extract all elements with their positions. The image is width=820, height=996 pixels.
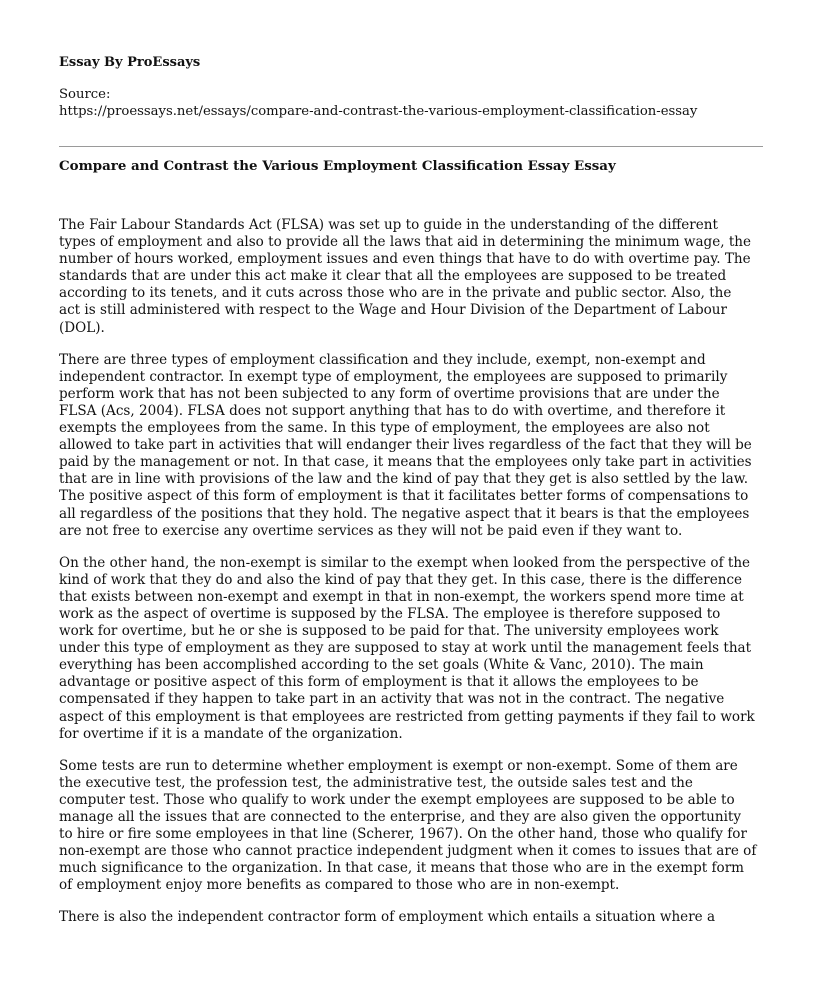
paragraph-line: There is also the independent contractor form of employment which entails a situation where a (59, 909, 716, 926)
paragraph-line: (DOL). (59, 319, 105, 336)
paragraph-line: that are in line with provisions of the law and the kind of pay that they get is also settled by the law. (59, 471, 749, 488)
paragraph-line: work for overtime, but he or she is supposed to be paid for that. The university employees work (59, 623, 719, 640)
paragraph-line: number of hours worked, employment issues and even things that have to do with overtime pay. The (59, 251, 751, 268)
paragraph-line: Some tests are run to determine whether employment is exempt or non-exempt. Some of them are (59, 757, 738, 774)
source-url: https://proessays.net/essays/compare-and-contrast-the-various-employment-classification-essay (59, 104, 698, 119)
essay-body (59, 217, 765, 942)
paragraph-line: standards that are under this act make it clear that all the employees are supposed to be treated (59, 268, 727, 285)
essay-paragraph (59, 909, 765, 926)
paragraph-line: paid by the management or not. In that case, it means that the employees only take part in activities (59, 454, 752, 471)
paragraph-line: everything has been accomplished according to the set goals (White & Vanc, 2010). The main (59, 657, 704, 674)
paragraph-line: of employment enjoy more benefits as compared to those who are in non-exempt. (59, 877, 620, 894)
paragraph-line: under this type of employment as they are supposed to stay at work until the management feels that (59, 640, 752, 657)
essay-author-heading: Essay By ProEssays (59, 55, 201, 70)
paragraph-line: The Fair Labour Standards Act (FLSA) was set up to guide in the understanding of the different (59, 217, 718, 233)
paragraph-line: much significance to the organization. In that case, it means that those who are in the exempt form (59, 860, 745, 877)
paragraph-line: to hire or fire some employees in that line (Scherer, 1967). On the other hand, those who qualify for (59, 826, 747, 843)
paragraph-line: manage all the issues that are connected to the enterprise, and they are also given the opportunity (59, 809, 742, 825)
paragraph-line: according to its tenets, and it cuts across those who are in the private and public sector. Also, the (59, 285, 732, 302)
paragraph-line: the executive test, the profession test, the administrative test, the outside sales test and the (59, 774, 693, 791)
paragraph-line: types of employment and also to provide all the laws that aid in determining the minimum wage, the (59, 234, 752, 251)
paragraph-line: advantage or positive aspect of this form of employment is that it allows the employees to be (59, 674, 699, 691)
essay-paragraph (59, 352, 765, 540)
paragraph-line: compensated if they happen to take part in an activity that was not in the contract. The negative (59, 691, 725, 708)
horizontal-divider (59, 146, 763, 147)
paragraph-line: for overtime if it is a mandate of the organization. (59, 725, 403, 742)
paragraph-line: act is still administered with respect to the Wage and Hour Division of the Department of Labour (59, 302, 727, 319)
paragraph-line: non-exempt are those who cannot practice independent judgment when it comes to issues that are of (59, 843, 757, 860)
source-label: Source: (59, 87, 111, 102)
essay-paragraph (59, 217, 765, 337)
paragraph-line: On the other hand, the non-exempt is similar to the exempt when looked from the perspective of the (59, 554, 751, 571)
paragraph-line: There are three types of employment classification and they include, exempt, non-exempt and (59, 351, 706, 368)
essay-title: Compare and Contrast the Various Employment Classification Essay Essay (59, 158, 616, 174)
essay-paragraph (59, 758, 765, 895)
paragraph-line: FLSA (Acs, 2004). FLSA does not support anything that has to do with overtime, and therefore it (59, 402, 726, 419)
paragraph-line: exempts the employees from the same. In this type of employment, the employees are also not (59, 420, 710, 437)
paragraph-line: The positive aspect of this form of employment is that it facilitates better forms of compensations to (59, 488, 749, 505)
paragraph-line: that exists between non-exempt and exempt in that in non-exempt, the workers spend more time at (59, 588, 744, 605)
paragraph-line: are not free to exercise any overtime services as they will not be paid even if they want to. (59, 522, 683, 539)
paragraph-line: all regardless of the positions that they hold. The negative aspect that it bears is that the employees (59, 505, 750, 522)
paragraph-line: work as the aspect of overtime is supposed by the FLSA. The employee is therefore supposed to (59, 605, 721, 622)
paragraph-line: independent contractor. In exempt type of employment, the employees are supposed to primarily (59, 368, 728, 385)
paragraph-line: aspect of this employment is that employees are restricted from getting payments if they fail to work (59, 708, 755, 725)
paragraph-line: kind of work that they do and also the kind of pay that they get. In this case, there is the difference (59, 571, 743, 588)
paragraph-line: perform work that has not been subjected to any form of overtime provisions that are under the (59, 385, 720, 402)
essay-paragraph (59, 555, 765, 743)
paragraph-line: allowed to take part in activities that will endanger their lives regardless of the fact that they will be (59, 437, 752, 454)
paragraph-line: computer test. Those who qualify to work under the exempt employees are supposed to be able to (59, 791, 735, 808)
